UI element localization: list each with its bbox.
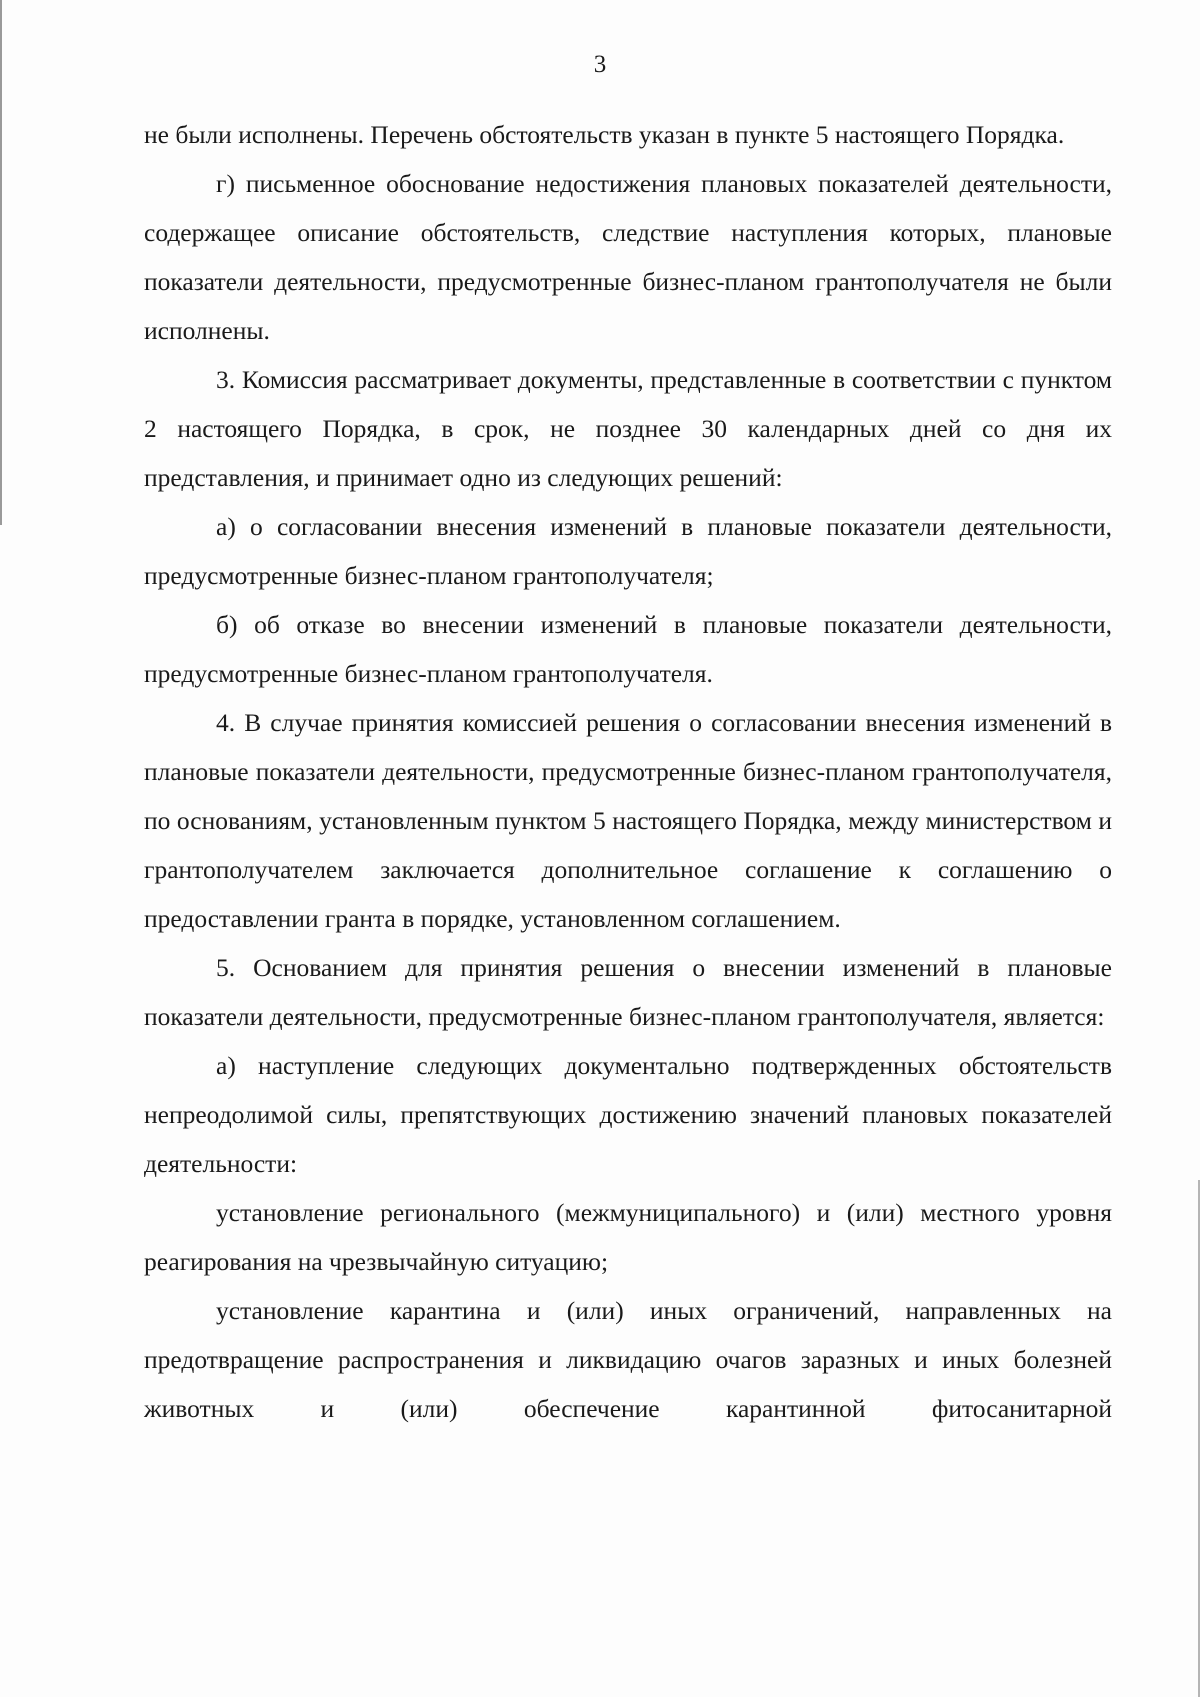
- document-body: [144, 110, 1112, 1433]
- paragraph-emergency: установление регионального (межмуниципального) и (или) местного уровня реагирования на чрезвычайную ситуацию;: [144, 1198, 1112, 1276]
- paragraph-clause-4: 4. В случае принятия комиссией решения о согласовании внесения изменений в плановые показатели деятельности, предусмотренные бизнес-планом грантополучателя, по основаниям, установленным пунктом 5 настоящего Порядка, между министерством и грантополучателем заключается дополнительное соглашение к соглашению о предоставлении гранта в порядке, установленном соглашением.: [144, 708, 1112, 933]
- paragraph-quarantine: установление карантина и (или) иных ограничений, направленных на предотвращение распространения и ликвидацию очагов заразных и иных болезней животных и (или) обеспечение карантинной фитосанитарной: [144, 1296, 1112, 1423]
- page-number: 3: [593, 51, 607, 78]
- paragraph-clause-3: 3. Комиссия рассматривает документы, представленные в соответствии с пунктом 2 настоящего Порядка, в срок, не позднее 30 календарных дней со дня их представления, и принимает одно из следующих решений:: [144, 365, 1112, 492]
- paragraph-item-a-force-majeure: а) наступление следующих документально подтвержденных обстоятельств непреодолимой силы, препятствующих достижению значений плановых показателей деятельности:: [144, 1051, 1112, 1178]
- paragraph-item-b-refusal: б) об отказе во внесении изменений в плановые показатели деятельности, предусмотренные бизнес-планом грантополучателя.: [144, 610, 1112, 688]
- paragraph-continuation: не были исполнены. Перечень обстоятельств указан в пункте 5 настоящего Порядка.: [144, 120, 1065, 149]
- paragraph-item-a-approval: а) о согласовании внесения изменений в плановые показатели деятельности, предусмотренные бизнес-планом грантополучателя;: [144, 512, 1112, 590]
- paragraph-item-g: г) письменное обоснование недостижения плановых показателей деятельности, содержащее описание обстоятельств, следствие наступления которых, плановые показатели деятельности, предусмотренные бизнес-планом грантополучателя не были исполнены.: [144, 169, 1112, 345]
- paragraph-clause-5: 5. Основанием для принятия решения о внесении изменений в плановые показатели деятельности, предусмотренные бизнес-планом грантополучателя, является:: [144, 953, 1112, 1031]
